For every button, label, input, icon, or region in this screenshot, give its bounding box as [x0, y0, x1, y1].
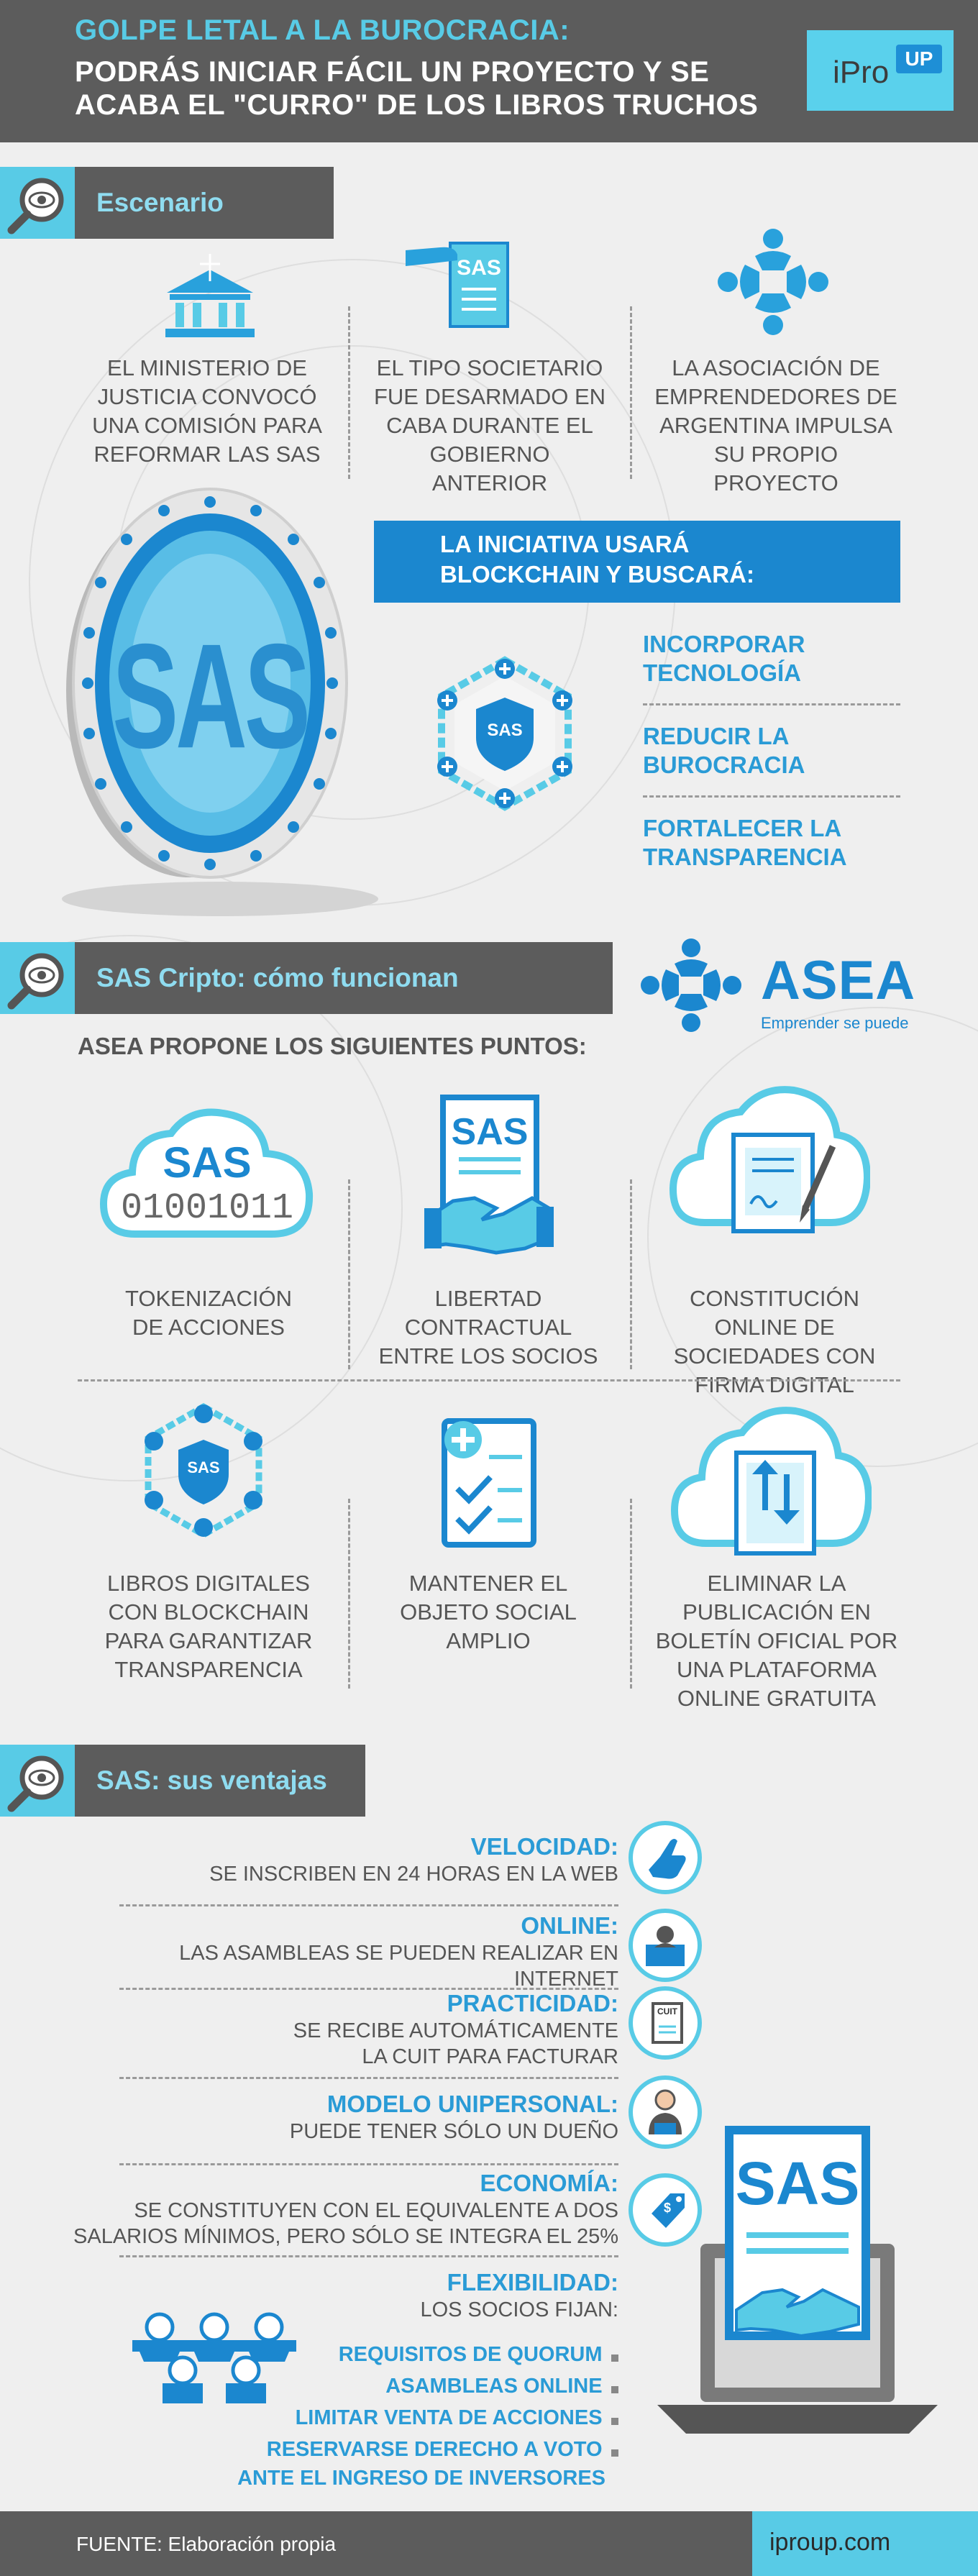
advantage-economia — [72, 2169, 618, 2250]
point-text-6: ELIMINAR LA PUBLICACIÓN EN BOLETÍN OFICIAL POR UNA PLATAFORMA ONLINE GRATUITA — [655, 1571, 898, 1711]
section-eye-search-icon — [0, 942, 75, 1014]
advantage-online — [101, 1912, 618, 1992]
logo-text: iPro — [833, 55, 890, 90]
flex-item — [273, 2340, 618, 2369]
flex-item-label: ANTE EL INGRESO DE INVERSORES — [237, 2467, 605, 2490]
advantage-desc: SALARIOS MÍNIMOS, PERO SÓLO SE INTEGRA EL 25% — [73, 2225, 618, 2248]
asea-name: ASEA — [761, 950, 916, 1011]
advantage-desc: LA CUIT PARA FACTURAR — [362, 2045, 618, 2068]
price-tag-label: $ — [663, 2201, 671, 2215]
blockchain-icon — [419, 647, 591, 820]
chain-badge-label: SAS — [487, 721, 523, 740]
cloud-binary-label: 01001011 — [120, 1188, 294, 1229]
point-text-3: CONSTITUCIÓN ONLINE DE SOCIEDADES CON FIRMA DIGITAL — [673, 1286, 876, 1397]
advantage-title: VELOCIDAD: — [470, 1833, 618, 1860]
advantage-title: MODELO UNIPERSONAL: — [326, 2091, 618, 2117]
section-title-ventajas: SAS: sus ventajas — [75, 1745, 365, 1817]
cloud-transfer-icon — [670, 1402, 872, 1561]
point-text-5: MANTENER EL OBJETO SOCIAL AMPLIO — [400, 1571, 577, 1653]
divider — [643, 703, 900, 705]
flex-item — [273, 2372, 618, 2401]
footer-site-link[interactable]: iproup.com — [769, 2529, 891, 2556]
divider — [348, 1179, 350, 1369]
pointing-hand-icon — [627, 1819, 703, 1896]
banner-line-2: BLOCKCHAIN Y BUSCARÁ: — [440, 561, 754, 588]
cloud-binary-icon — [99, 1107, 315, 1244]
cuit-card-icon — [627, 1985, 703, 2061]
cloud-signature-icon — [669, 1082, 870, 1240]
flex-item-label: LIMITAR VENTA DE ACCIONES — [295, 2406, 603, 2429]
header-title-line-1: PODRÁS INICIAR FÁCIL UN PROYECTO Y SE — [75, 56, 710, 88]
cloud-sas-label: SAS — [163, 1138, 252, 1187]
blockchain-icon — [128, 1395, 279, 1546]
hand-document-icon — [404, 229, 526, 337]
goal-2 — [643, 722, 902, 780]
iproup-logo — [807, 30, 954, 111]
asea-logo-icon — [637, 935, 745, 1036]
coin-label: SAS — [112, 613, 308, 780]
chain-sas-label: SAS — [187, 1458, 220, 1476]
logo-badge: UP — [896, 45, 942, 73]
advantage-title: PRACTICIDAD: — [447, 1990, 618, 2017]
video-meeting-icon — [627, 1907, 703, 1983]
point-text-4: LIBROS DIGITALES CON BLOCKCHAIN PARA GARANTIZAR TRANSPARENCIA — [104, 1571, 313, 1682]
advantage-modelo — [101, 2090, 618, 2145]
advantage-title: ONLINE: — [521, 1912, 618, 1939]
flex-item — [201, 2435, 618, 2493]
banner-line-1: LA INICIATIVA USARÁ — [440, 531, 690, 557]
goal-1-line-1: INCORPORAR — [643, 631, 805, 657]
footer-source: FUENTE: Elaboración propia — [76, 2533, 337, 2555]
footer-site-box — [752, 2511, 978, 2576]
asea-tagline: Emprender se puede — [761, 1014, 909, 1032]
divider — [119, 1904, 618, 1906]
svg-text:SAS: SAS — [457, 256, 501, 280]
goal-1 — [643, 630, 902, 688]
cuit-label: CUIT — [657, 2006, 677, 2017]
initiative-banner — [374, 521, 900, 603]
divider — [119, 2163, 618, 2165]
advantage-desc: SE RECIBE AUTOMÁTICAMENTE — [293, 2019, 618, 2042]
people-circle-icon — [712, 224, 834, 339]
laptop-sas-label: SAS — [735, 2150, 860, 2217]
scenario-text-1: EL MINISTERIO DE JUSTICIA CONVOCÓ UNA COMISIÓN PARA REFORMAR LAS SAS — [92, 355, 322, 467]
advantage-title: ECONOMÍA: — [480, 2170, 618, 2196]
section-title-escenario: Escenario — [75, 167, 334, 239]
laptop-document-icon — [650, 2120, 952, 2451]
bullet-square-icon — [611, 2418, 618, 2425]
header-title-line-2: ACABA EL "CURRO" DE LOS LIBROS TRUCHOS — [75, 89, 759, 121]
doc-sas-label: SAS — [451, 1111, 529, 1153]
advantage-velocidad — [101, 1832, 618, 1887]
divider — [630, 1179, 632, 1369]
handshake-document-icon — [424, 1093, 554, 1266]
advantage-desc: SE INSCRIBEN EN 24 HORAS EN LA WEB — [209, 1863, 618, 1886]
header-kicker: GOLPE LETAL A LA BUROCRACIA: — [75, 14, 570, 46]
section-eye-search-icon — [0, 167, 75, 239]
advantage-desc: LAS ASAMBLEAS SE PUEDEN REALIZAR EN INTERNET — [179, 1942, 618, 1991]
divider — [119, 2255, 618, 2257]
section2-subtitle: ASEA PROPONE LOS SIGUIENTES PUNTOS: — [78, 1033, 587, 1059]
bullet-square-icon — [611, 2386, 618, 2393]
goal-3-line-1: FORTALECER LA — [643, 815, 842, 841]
advantage-desc: LOS SOCIOS FIJAN: — [420, 2298, 618, 2321]
divider — [630, 1499, 632, 1689]
advantage-desc: PUEDE TENER SÓLO UN DUEÑO — [289, 2120, 618, 2143]
sas-coin-icon — [40, 467, 400, 935]
section-title-sas-cripto: SAS Cripto: cómo funcionan — [75, 942, 613, 1014]
goal-2-line-1: REDUCIR LA — [643, 723, 790, 749]
bullet-square-icon — [611, 2355, 618, 2362]
advantage-practicidad — [101, 1989, 618, 2070]
section-eye-search-icon — [0, 1745, 75, 1817]
point-text-1: TOKENIZACIÓN DE ACCIONES — [125, 1286, 292, 1340]
advantage-desc: SE CONSTITUYEN CON EL EQUIVALENTE A DOS — [134, 2199, 618, 2222]
government-building-icon — [160, 248, 260, 342]
divider — [119, 2077, 618, 2079]
goal-1-line-2: TECNOLOGÍA — [643, 659, 801, 686]
flex-item-label: ASAMBLEAS ONLINE — [385, 2375, 603, 2398]
scenario-text-3: LA ASOCIACIÓN DE EMPRENDEDORES DE ARGENTINA IMPULSA SU PROPIO PROYECTO — [654, 355, 897, 495]
flex-item-label: REQUISITOS DE QUORUM — [338, 2343, 603, 2366]
bullet-square-icon — [611, 2449, 618, 2457]
checklist-icon — [434, 1414, 542, 1550]
footer — [0, 2511, 978, 2576]
divider — [348, 1499, 350, 1689]
goal-2-line-2: BUROCRACIA — [643, 752, 805, 778]
goal-3 — [643, 814, 902, 872]
advantage-title: FLEXIBILIDAD: — [447, 2269, 618, 2296]
goal-3-line-2: TRANSPARENCIA — [643, 844, 847, 870]
divider — [630, 306, 632, 479]
scenario-text-2: EL TIPO SOCIETARIO FUE DESARMADO EN CABA DURANTE EL GOBIERNO ANTERIOR — [373, 355, 606, 495]
flex-item-label: RESERVARSE DERECHO A VOTO — [266, 2438, 603, 2461]
header — [0, 0, 978, 142]
divider — [643, 795, 900, 798]
point-text-2: LIBERTAD CONTRACTUAL ENTRE LOS SOCIOS — [378, 1286, 598, 1369]
divider — [78, 1379, 900, 1381]
flex-item — [273, 2403, 618, 2432]
divider — [348, 306, 350, 479]
